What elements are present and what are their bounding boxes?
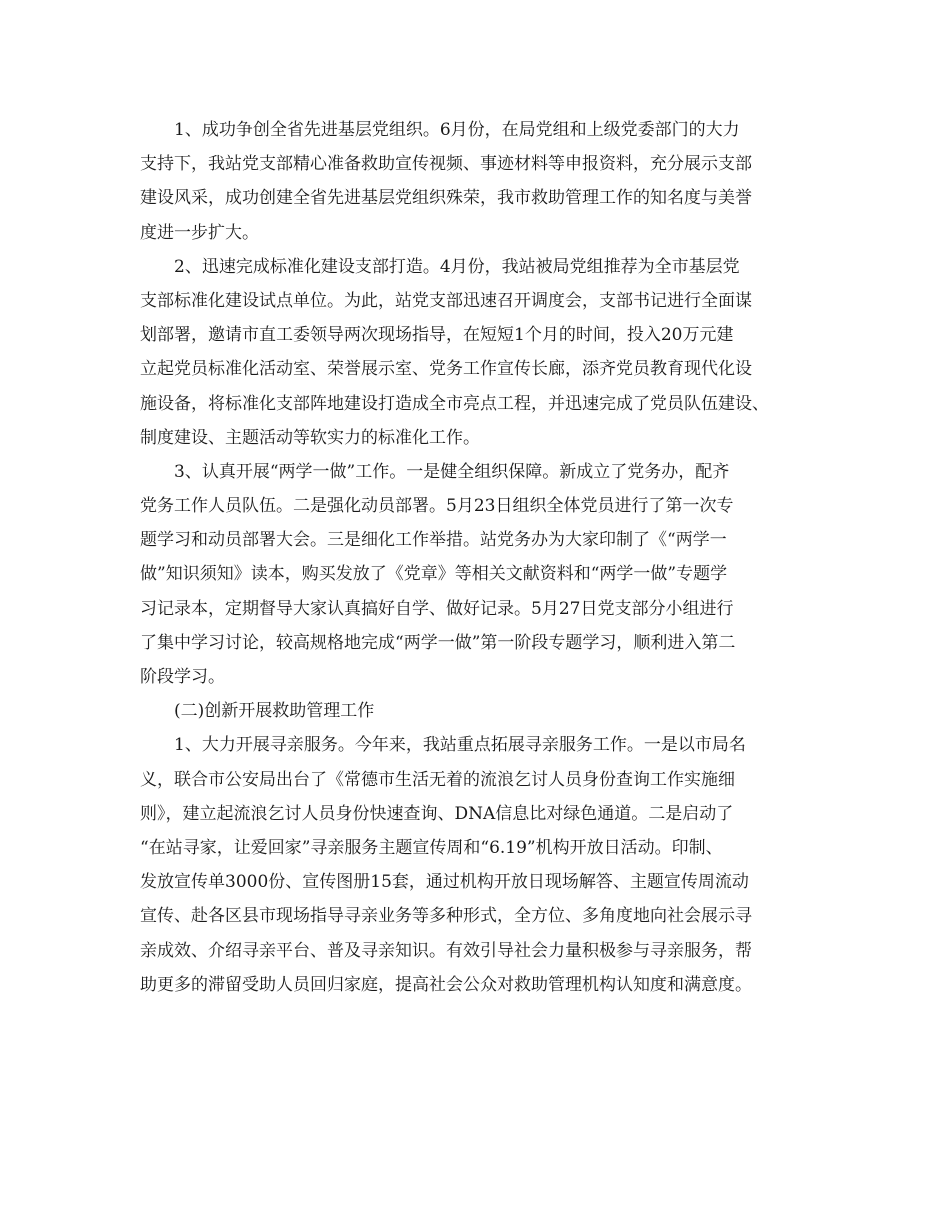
text-line: 建设风采，成功创建全省先进基层党组织殊荣，我市救助管理工作的知名度与美誉 (140, 188, 752, 209)
section-heading-text: (二)创新开展救助管理工作 (174, 701, 375, 722)
text-line: 党务工作人员队伍。二是强化动员部署。5月23日组织全体党员进行了第一次专 (140, 496, 734, 517)
text-line: 了集中学习讨论，较高规格地完成“两学一做”第一阶段专题学习，顺利进入第二 (140, 632, 736, 653)
section-heading (140, 694, 830, 728)
text-line: 支持下，我站党支部精心准备救助宣传视频、事迹材料等申报资料，充分展示支部 (140, 154, 752, 175)
document-body (140, 113, 830, 1002)
text-line: 划部署，邀请市直工委领导两次现场指导，在短短1个月的时间，投入20万元建 (140, 325, 734, 346)
text-line: 施设备，将标准化支部阵地建设打造成全市亮点工程，并迅速完成了党员队伍建设、 (140, 393, 769, 414)
text-line: 做”知识须知》读本，购买发放了《党章》等相关文献资料和“两学一做”专题学 (140, 564, 728, 585)
text-line: 义，联合市公安局出台了《常德市生活无着的流浪乞讨人员身份查询工作实施细 (140, 769, 735, 790)
text-line: “在站寻家，让爱回家”寻亲服务主题宣传周和“6.19”机构开放日活动。印制、 (140, 837, 723, 858)
text-line: 阶段学习。 (140, 667, 225, 687)
text-line: 宣传、赴各区县市现场指导寻亲业务等多种形式，全方位、多角度地向社会展示寻 (140, 906, 752, 927)
text-line: 1、大力开展寻亲服务。今年来，我站重点拓展寻亲服务工作。一是以市局名 (174, 735, 746, 756)
paragraph-two-learn-one-do (140, 455, 830, 694)
text-line: 2、迅速完成标准化建设支部打造。4月份，我站被局党组推荐为全市基层党 (174, 256, 740, 277)
text-line: 则》，建立起流浪乞讨人员身份快速查询、DNA信息比对绿色通道。二是启动了 (140, 803, 734, 824)
text-line: 亲成效、介绍寻亲平台、普及寻亲知识。有效引导社会力量积极参与寻亲服务，帮 (140, 940, 752, 961)
paragraph-standardization (140, 250, 830, 455)
paragraph-family-search (140, 728, 830, 1002)
text-line: 度进一步扩大。 (140, 222, 259, 243)
text-line: 1、成功争创全省先进基层党组织。6月份，在局党组和上级党委部门的大力 (174, 120, 740, 140)
paragraph-party-org-award (140, 113, 830, 250)
text-line: 发放宣传单3000份、宣传图册15套，通过机构开放日现场解答、主题宣传周流动 (140, 872, 749, 893)
text-line: 3、认真开展“两学一做”工作。一是健全组织保障。新成立了党务办，配齐 (174, 461, 730, 482)
text-line: 题学习和动员部署大会。三是细化工作举措。站党务办为大家印制了《“两学一 (140, 530, 727, 551)
text-line: 习记录本，定期督导大家认真搞好自学、做好记录。5月27日党支部分小组进行 (140, 598, 734, 619)
text-line: 制度建设、主题活动等软实力的标准化工作。 (140, 427, 480, 448)
text-line: 支部标准化建设试点单位。为此，站党支部迅速召开调度会，支部书记进行全面谋 (140, 290, 752, 311)
text-line: 助更多的滞留受助人员回归家庭，提高社会公众对救助管理机构认知度和满意度。 (140, 974, 752, 995)
text-line: 立起党员标准化活动室、荣誉展示室、党务工作宣传长廊，添齐党员教育现代化设 (140, 359, 752, 380)
